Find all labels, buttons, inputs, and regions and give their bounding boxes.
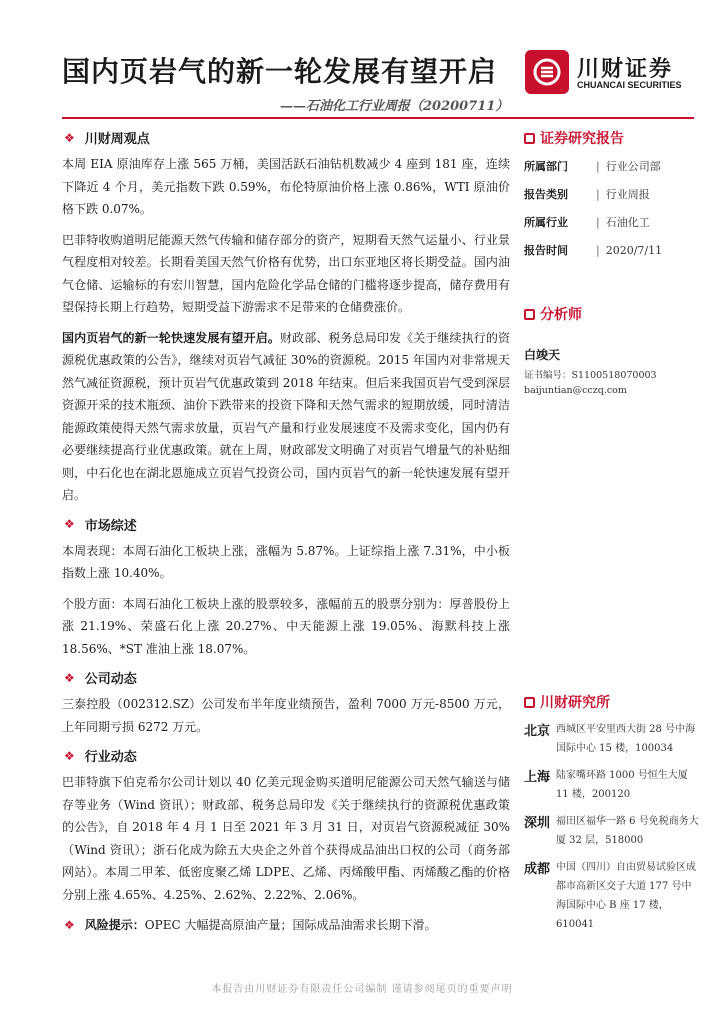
paragraph: 个股方面：本周石油化工板块上涨的股票较多，涨幅前五的股票分别为：厚普股份上涨 21.19%、荣盛石化上涨 20.27%、中天能源上涨 19.05%、海默科技上涨 18.56%、*ST 准油上涨 18.07%。 — [62, 596, 510, 656]
office-city: 深圳 — [524, 816, 551, 831]
report-info — [524, 152, 699, 264]
risk-warning — [62, 914, 510, 937]
paragraph-body: 财政部、税务总局印发《关于继续执行的资源税优惠政策的公告》，继续对页岩气减征 30%的资源税。2015 年国内对非常规天然气减征资源税，预计页岩气优惠政策到 2018 年结束。但后来我国页岩气受到深层资源开采的技术瓶颈、油价下跌带来的投资下降和天然气需求的短期放缓，同时清洁能源政策使得天然气需求放量，页岩气产量和行业发展速度不及需求变化，国内仍有必要继续提高行业优惠政策。就在上周，财政部发文明确了对页岩气增量气的补贴细则，中石化也在湖北恩施成立页岩气投资公司，国内页岩气的新一轮快速发展有望开启。 — [62, 330, 510, 502]
section-title: 市场综述 — [84, 518, 137, 534]
info-value: | 石油化工 — [596, 214, 650, 230]
company-logo — [525, 50, 695, 94]
office-item — [524, 720, 699, 758]
logo-mark-icon — [525, 50, 569, 94]
page-footer: 本报告由川财证券有限责任公司编制 谨请参阅尾页的重要声明 — [211, 984, 513, 995]
office-address: 福田区福华一路 6 号免税商务大厦 32 层，518000 — [556, 816, 699, 846]
report-title: 国内页岩气的新一轮发展有望开启 — [62, 55, 498, 88]
logo-text-en: CHUANCAI SECURITIES — [577, 80, 682, 90]
info-label: 报告类别 — [524, 188, 568, 201]
square-bullet-icon — [524, 133, 535, 144]
section-heading-market — [62, 515, 510, 534]
analyst-cert: 证书编号：S1100518070003 — [524, 370, 657, 381]
office-city: 成都 — [524, 862, 551, 877]
diamond-bullet-icon: ❖ — [64, 517, 75, 531]
info-label: 所属部门 — [524, 160, 568, 173]
diamond-bullet-icon: ❖ — [64, 748, 75, 763]
logo-text-cn: 川财证券 — [577, 57, 674, 82]
paragraph: 巴菲特收购道明尼能源天然气传输和储存部分的资产，短期看天然气运量小、行业景气程度相对较差。长期看美国天然气价格有优势，出口东亚地区将长期受益。国内油气仓储、运输标的有宏川智慧，国内危险化学品仓储的门槛将逐步提高，储存费用有望保持长期上行趋势，短期受益下游需求不足带来的仓储费涨价。 — [62, 232, 510, 314]
info-value: | 行业周报 — [596, 186, 650, 202]
analyst-name: 白竣天 — [524, 348, 561, 362]
info-label: 所属行业 — [524, 216, 568, 229]
section-heading-industry — [62, 746, 510, 765]
section-title: 公司动态 — [84, 672, 137, 687]
square-bullet-icon — [524, 309, 535, 320]
paragraph: 本周 EIA 原油库存上涨 565 万桶，美国活跃石油钻机数减少 4 座到 181 座，连续下降近 4 个月，美元指数下跌 0.59%，布伦特原油价格上涨 0.86%，WTI 原油价格下跌 0.07%。 — [62, 157, 510, 216]
office-address: 西城区平安里西大街 28 号中海国际中心 15 楼，100034 — [556, 724, 696, 754]
info-row — [524, 152, 699, 180]
paragraph: 本周表现：本周石油化工板块上涨，涨幅为 5.87%。上证综指上涨 7.31%，中小板指数上涨 10.40%。 — [62, 543, 510, 580]
info-row — [524, 180, 699, 208]
info-row — [524, 208, 699, 236]
sidebar-heading-analyst — [524, 304, 699, 324]
section-title: 川财周观点 — [84, 132, 150, 147]
office-item — [524, 858, 699, 934]
office-item — [524, 812, 699, 850]
diamond-bullet-icon: ❖ — [64, 918, 75, 932]
info-value: | 行业公司部 — [596, 158, 661, 174]
office-address: 中国（四川）自由贸易试验区成都市高新区交子大道 177 号中海国际中心 B 座 17 楼，610041 — [556, 862, 696, 930]
sidebar-title: 证券研究报告 — [540, 131, 624, 147]
info-label: 报告时间 — [524, 244, 568, 257]
office-address: 陆家嘴环路 1000 号恒生大厦 11 楼，200120 — [556, 770, 688, 800]
diamond-bullet-icon: ❖ — [64, 670, 75, 685]
section-heading-view — [62, 128, 510, 147]
risk-label: 风险提示： — [84, 918, 145, 932]
paragraph-lead: 国内页岩气的新一轮快速发展有望开启。 — [62, 330, 280, 345]
sidebar-title: 分析师 — [540, 307, 582, 323]
sidebar-heading-institute — [524, 692, 699, 712]
paragraph — [62, 327, 510, 507]
info-row — [524, 236, 699, 264]
office-item — [524, 766, 699, 804]
section-title: 行业动态 — [84, 750, 137, 765]
square-bullet-icon — [524, 697, 535, 708]
paragraph: 三泰控股（002312.SZ）公司发布半年度业绩预告，盈利 7000 万元-8500 万元，上年同期亏损 6272 万元。 — [62, 697, 510, 734]
main-content — [62, 128, 510, 945]
info-value: | 2020/7/11 — [596, 244, 662, 257]
office-city: 上海 — [524, 770, 551, 785]
section-heading-company — [62, 668, 510, 687]
sidebar-heading-report — [524, 128, 699, 148]
header-divider — [62, 117, 694, 119]
paragraph: 巴菲特旗下伯克希尔公司计划以 40 亿美元现金购买道明尼能源公司天然气输送与储存等业务（Wind 资讯）；财政部、税务总局印发《关于继续执行的资源税优惠政策的公告》，自 2018 年 4 月 1 日至 2021 年 3 月 31 日，对页岩气资源税减征 30%（Wind 资讯）；浙石化成为除五大央企之外首个获得成品油出口权的公司（商务部网站）。本周二甲苯、低密度聚乙烯 LDPE、乙烯、丙烯酸甲酯、丙烯酸乙酯的价格分别上涨 4.65%、4.25%、2.62%、2.22%、2.06%。 — [62, 775, 510, 902]
report-subtitle: ——石油化工行业周报（20200711） — [280, 99, 509, 114]
analyst-email[interactable]: baijuntian@cczq.com — [524, 385, 627, 396]
sidebar — [524, 128, 699, 934]
diamond-bullet-icon: ❖ — [64, 130, 75, 145]
office-city: 北京 — [524, 724, 551, 739]
sidebar-title: 川财研究所 — [540, 695, 610, 711]
risk-text: OPEC 大幅提高原油产量；国际成品油需求长期下滑。 — [144, 918, 437, 932]
